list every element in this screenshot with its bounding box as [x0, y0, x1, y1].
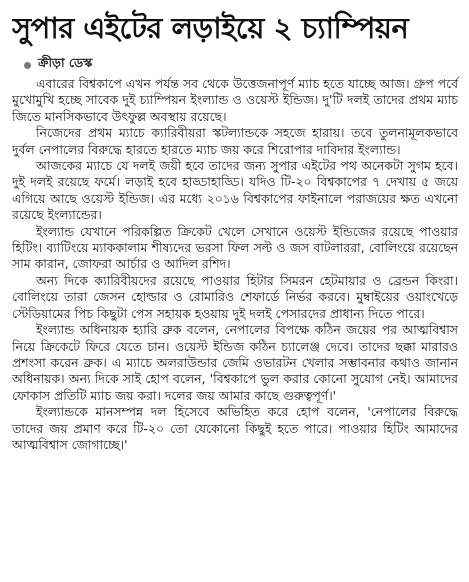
paragraph: এবারের বিশ্বকাপে এখন পর্যন্ত সব থেকে উত্তেজনাপূর্ণ ম্যাচ হতে যাচ্ছে আজ। গ্রুপ পর্বে মুখোমুখি হচ্ছে সাবেক দুই চ্যাম্পিয়ন ইংল্যান্ড ও ওয়েস্ট ইন্ডিজ। দু'টি দলই তাদের প্রথম ম্যাচ জিতে মানসিকভাবে উৎফুল্ল অবস্থায় রয়েছে।: [12, 76, 458, 124]
paragraph: ইংল্যান্ড যেখানে পরিকল্পিত ক্রিকেট খেলে সেখানে ওয়েস্ট ইন্ডিজের রয়েছে পাওয়ার হিটিং। ব্যাটিংয়ে ম্যাককালাম শীষ্যদের ভরসা ফিল সল্ট ও জস বাটলাররা, বোলিংয়ে রয়েছেন সাম কারান, জোফরা আর্চার ও আদিল রশিদ।: [12, 223, 458, 272]
article-headline: সুপার এইটের লড়াইয়ে ২ চ্যাম্পিয়ন: [12, 11, 409, 45]
desk-label: ক্রীড়া ডেস্ক: [38, 55, 93, 70]
paragraph: আজকের ম্যাচে যে দলই জয়ী হবে তাদের জন্য সুপার এইটের পথ অনেকটা সুগম হবে। দুই দলই রয়েছে ফর্মে। লড়াই হবে হাড্ডাহাড্ডি। যদিও টি-২০ বিশ্বকাপের ৭ দেখায় ৫ জয়ে এগিয়ে আছে ওয়েস্ট ইন্ডিজ। এর মধ্যে ২০১৬ বিশ্বকাপের ফাইনালে পরাজয়ের ক্ষত এখনো রয়েছে ইংল্যান্ডের।: [12, 158, 458, 223]
bullet-icon: [24, 62, 31, 69]
article-body: [12, 76, 458, 453]
paragraph: ইংল্যান্ড অধিনায়ক হ্যারি ব্রুক বলেন, নেপালের বিপক্ষে কঠিন জয়ের পর আত্মবিশ্বাস নিয়ে ক্রিকেটে ফিরে যেতে চান। ওয়েস্ট ইন্ডিজ কঠিন চ্যালেঞ্জ দেবে। তাদের ছক্কা মারারও প্রশংসা করেন ব্রুক। এ ম্যাচে অলরাউন্ডার জেমি ওভারটন খেলার সম্ভাবনার কথাও জানান অধিনায়ক। অন্য দিকে সাই হোপ বলেন, 'বিশ্বকাপে ভুল করার কোনো সুযোগ নেই। আমাদের ফোকাস প্রতিটি ম্যাচ জয় করা। দলের জয় আমার কাছে গুরুত্বপূর্ণ।': [12, 322, 458, 403]
paragraph: ইংল্যান্ডকে মানসম্পন্ন দল হিসেবে অভিহিত করে হোপ বলেন, 'নেপালের বিরুদ্ধে তাদের জয় প্রমাণ করে টি-২০ তো যেকোনো কিছুই হতে পারে। পাওয়ার হিটিং আমাদের আত্মবিশ্বাস জোগাচ্ছে।': [12, 404, 458, 452]
paragraph: অন্য দিকে ক্যারিবীয়দের রয়েছে পাওয়ার হিটার সিমরন হেটমায়ার ও ব্রেন্ডন কিংরা। বোলিংয়ে তারা জেসন হোল্ডার ও রোমারিও শেফার্ডে নির্ভর করবে। মুম্বাইয়ের ওয়াংখেড়ে স্টেডিয়ামের পিচ কিছুটা পেস সহায়ক হওয়ায় দুই দলই পেসারদের প্রাধান্য দিতে পারে।: [12, 272, 458, 321]
desk-line: [12, 56, 458, 74]
paragraph: নিজেদের প্রথম ম্যাচে ক্যারিবীয়রা স্কটল্যান্ডকে সহজে হারায়। তবে তুলনামূলকভাবে দুর্বল নেপালের বিরুদ্ধে হারতে হারতে ম্যাচ জয় করে শিরোপার দাবিদার ইংল্যান্ড।: [12, 125, 458, 157]
